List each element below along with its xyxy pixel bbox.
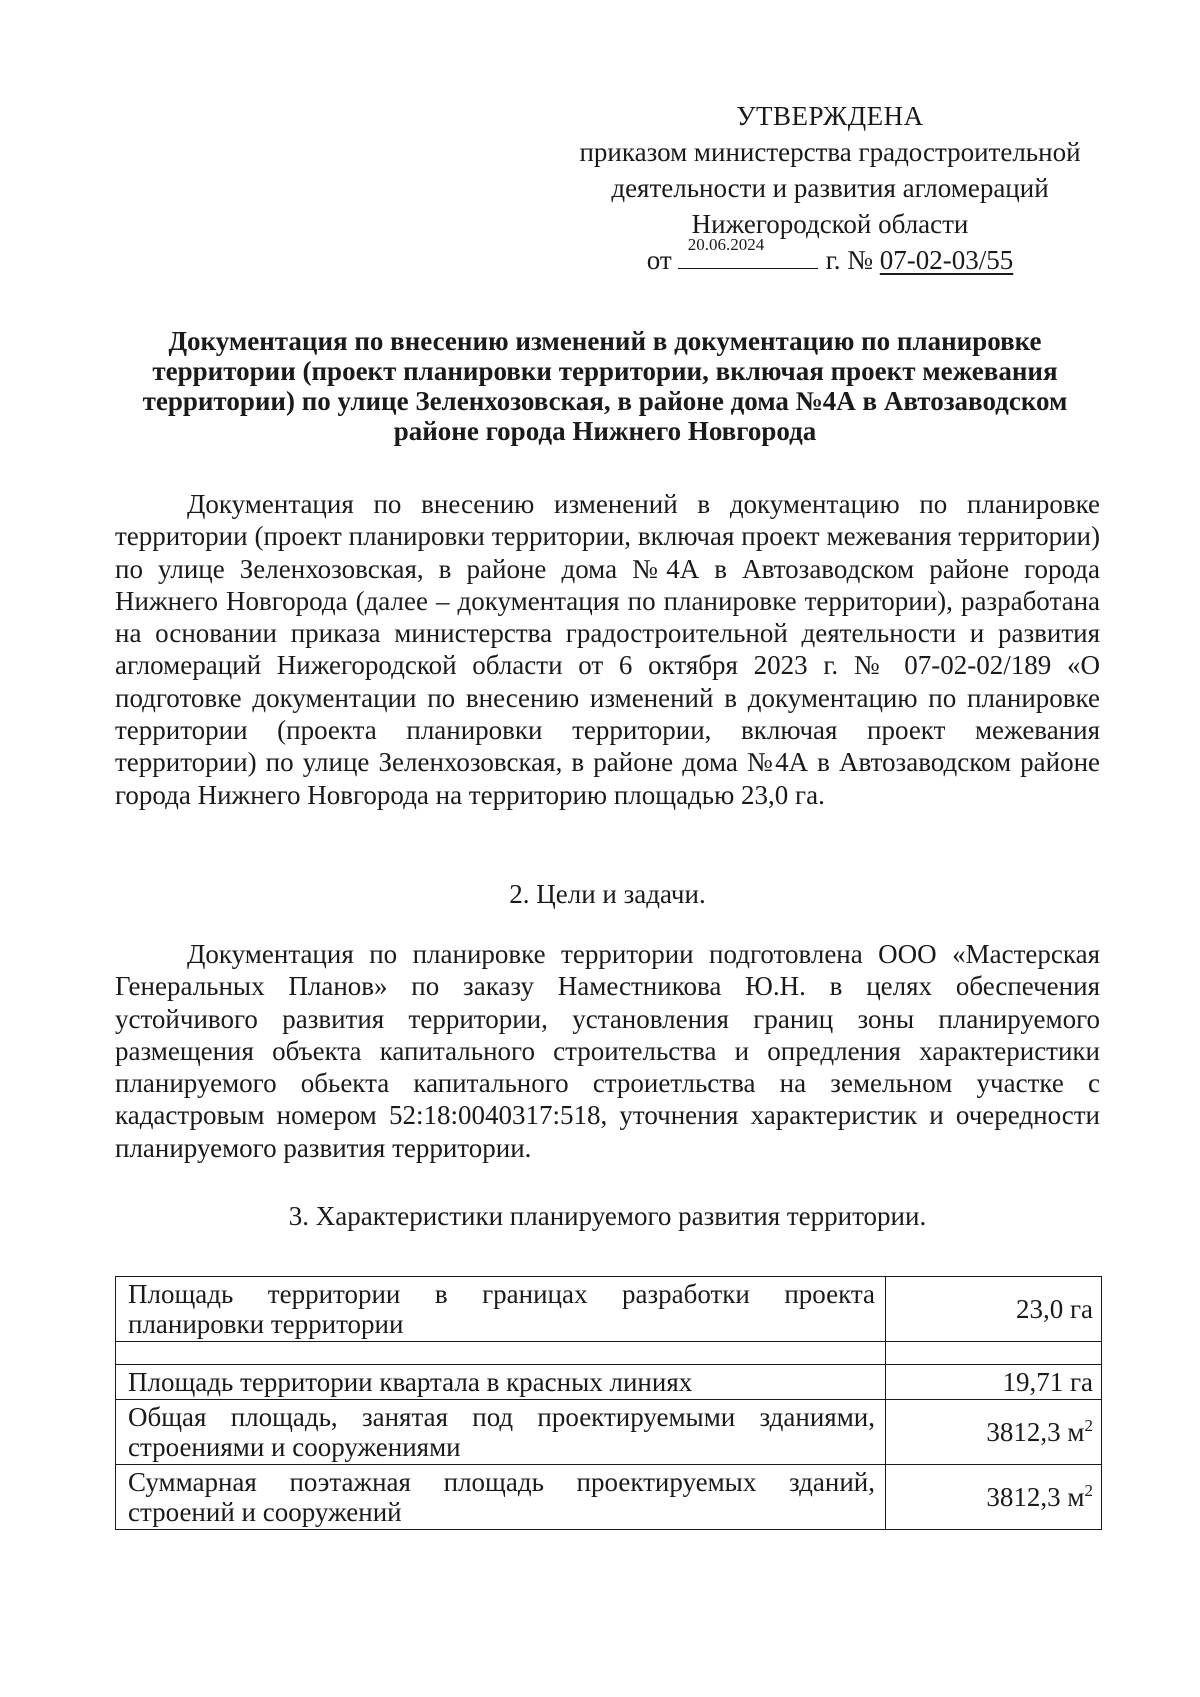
- number-sign: №: [847, 245, 873, 275]
- table-cell-empty: [886, 1342, 1102, 1365]
- table-cell-value: 23,0 га: [886, 1277, 1102, 1342]
- document-title: Документация по внесению изменений в документацию по планировке территории (проект планировки территории, включая проект межевания территории) по улице Зеленхозовская, в районе дома №4А в Автозаводском районе города Нижнего Новгорода: [142, 326, 1068, 446]
- approval-line-2: деятельности и развития агломераций: [611, 173, 1049, 203]
- approval-line-3: Нижегородской области: [691, 209, 969, 239]
- approval-heading: УТВЕРЖДЕНА: [736, 101, 924, 131]
- from-label: от: [646, 245, 672, 275]
- table-cell-empty: [116, 1342, 886, 1365]
- table-cell-value: [886, 1465, 1102, 1530]
- characteristics-table: [115, 1276, 1102, 1530]
- table-row: [116, 1277, 1102, 1342]
- table-cell-label: Площадь территории в границах разработки проекта планировки территории: [116, 1277, 886, 1342]
- section-2-text: Документация по планировке территории подготовлена ООО «Мастерская Генеральных Планов» по заказу Наместникова Ю.Н. в целях обеспечения устойчивого развития территории, установления границ зоны планируемого размещения объекта капитального строительства и опредления характеристики планируемого обьекта капитального строиетльства на земельном участке с кадастровым номером 52:18:0040317:518, уточнения характеристик и очередности планируемого развития территории.: [115, 939, 1100, 1163]
- table-row: [116, 1465, 1102, 1530]
- table-cell-value: [886, 1400, 1102, 1465]
- value-number: 3812,3 м: [986, 1482, 1085, 1512]
- approval-line-1: приказом министерства градостроительной: [579, 137, 1081, 167]
- approval-block: [560, 98, 1100, 278]
- order-number: 07-02-03/55: [879, 245, 1014, 275]
- table-cell-label: Общая площадь, занятая под проектируемыми зданиями, строениями и сооружениями: [116, 1400, 886, 1465]
- table-cell-value: 19,71 га: [886, 1365, 1102, 1400]
- intro-paragraph: Документация по внесению изменений в документацию по планировке территории (проект планировки территории, включая проект межевания территории) по улице Зеленхозовская, в районе дома №4А в Автозаводском районе города Нижнего Новгорода (далее – документация по планировке территории), разработана на основании приказа министерства градостроительной деятельности и развития агломераций Нижегородской области от 6 октября 2023 г. № 07-02-02/189 «О подготовке документации по внесению изменений в документацию по планировке территории (проекта планировки территории, включая проект межевания территории) по улице Зеленхозовская, в районе дома №4А в Автозаводском районе города Нижнего Новгорода на территорию площадью 23,0 га.: [115, 489, 1100, 810]
- unit-superscript: 2: [1084, 1416, 1093, 1435]
- table-cell-label: Суммарная поэтажная площадь проектируемых зданий, строений и сооружений: [116, 1465, 886, 1530]
- unit-superscript: 2: [1084, 1481, 1093, 1500]
- approval-date-row: [560, 235, 1100, 278]
- table-row-empty: [116, 1342, 1102, 1365]
- table-cell-label: Площадь территории квартала в красных линиях: [116, 1365, 886, 1400]
- table-row: [116, 1400, 1102, 1465]
- table-row: [116, 1365, 1102, 1400]
- section-3-title: 3. Характеристики планируемого развития территории.: [288, 1201, 927, 1231]
- value-number: 3812,3 м: [986, 1417, 1085, 1447]
- year-label: г.: [825, 245, 841, 275]
- section-2-title: 2. Цели и задачи.: [509, 879, 706, 909]
- approval-date: 20.06.2024: [687, 235, 765, 254]
- date-field: [678, 235, 818, 269]
